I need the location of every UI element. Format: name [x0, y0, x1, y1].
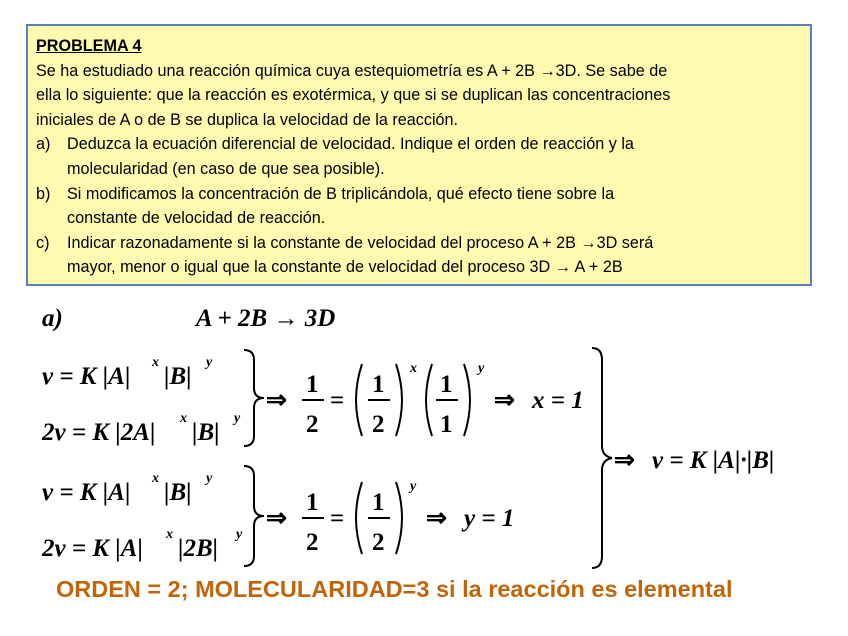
equals-sign: = — [330, 387, 345, 414]
right-paren — [396, 364, 402, 436]
exponent-y: y — [236, 527, 243, 542]
rate-eq-1: v = K |A| — [42, 363, 131, 390]
fraction-denominator: 2 — [306, 411, 319, 438]
fraction-numerator: 1 — [372, 489, 385, 516]
exponent-x: x — [180, 411, 187, 426]
fraction-numerator: 1 — [372, 371, 385, 398]
exponent-x: x — [152, 471, 159, 486]
fraction-denominator: 2 — [372, 529, 385, 556]
left-paren — [356, 482, 362, 554]
fraction-numerator: 1 — [306, 371, 319, 398]
implies-arrow: ⇒ — [614, 447, 635, 474]
question-line: constante de velocidad de reacción. — [67, 209, 326, 228]
question-line: Indicar razonadamente si la constante de velocidad del proceso A + 2B →3D será — [67, 233, 654, 252]
intro-line: ella lo siguiente: que la reacción es exotérmica, y que si se duplican las concentraciones — [36, 86, 671, 105]
exponent-x: x — [166, 527, 173, 542]
question-line: Deduzca la ecuación diferencial de velocidad. Indique el orden de reacción y la — [67, 135, 634, 154]
right-brace — [244, 466, 264, 566]
fraction-denominator: 1 — [440, 411, 453, 438]
right-brace — [244, 350, 264, 446]
problem-title: PROBLEMA 4 — [36, 37, 142, 55]
part-label: a) — [42, 305, 63, 332]
rate-eq-4: 2v = K |A| — [42, 535, 143, 562]
fraction-numerator: 1 — [440, 371, 453, 398]
question-line: mayor, menor o igual que la constante de velocidad del proceso 3D → A + 2B — [67, 258, 623, 277]
factor-b: |B| — [192, 419, 220, 446]
implies-arrow: ⇒ — [494, 387, 515, 414]
left-paren — [426, 364, 432, 436]
intro-line: iniciales de A o de B se duplica la velocidad de la reacción. — [36, 110, 459, 129]
question-line: molecularidad (en caso de que sea posible). — [67, 159, 385, 178]
rate-eq-2: 2v = K |2A| — [42, 419, 156, 446]
implies-arrow: ⇒ — [266, 387, 287, 414]
exponent-y: y — [410, 479, 417, 494]
result-x: x = 1 — [532, 387, 584, 414]
question-label: a) — [36, 135, 51, 154]
exponent-y: y — [206, 471, 213, 486]
question-line: Si modificamos la concentración de B triplicándola, qué efecto tiene sobre la — [67, 184, 615, 203]
right-paren — [396, 482, 402, 554]
fraction-denominator: 2 — [306, 529, 319, 556]
reaction-equation: A + 2B → 3D — [196, 305, 336, 332]
result-y: y = 1 — [464, 505, 515, 532]
factor-b: |B| — [164, 479, 192, 506]
exponent-x: x — [152, 355, 159, 370]
fraction-numerator: 1 — [306, 489, 319, 516]
question-label: b) — [36, 184, 51, 203]
left-paren — [356, 364, 362, 436]
question-label: c) — [36, 233, 50, 252]
conclusion-text: ORDEN = 2; MOLECULARIDAD=3 si la reacción es elemental — [56, 576, 733, 602]
implies-arrow: ⇒ — [266, 505, 287, 532]
factor-b: |B| — [164, 363, 192, 390]
exponent-x: x — [410, 361, 417, 376]
implies-arrow: ⇒ — [426, 505, 447, 532]
factor-2b: |2B| — [178, 535, 219, 562]
final-rate-law: v = K |A|·|B| — [652, 447, 775, 474]
rate-eq-3: v = K |A| — [42, 479, 131, 506]
fraction-denominator: 2 — [372, 411, 385, 438]
exponent-y: y — [478, 361, 485, 376]
big-right-brace — [592, 348, 612, 568]
intro-line: Se ha estudiado una reacción química cuya estequiometría es A + 2B →3D. Se sabe de — [36, 61, 668, 80]
equals-sign: = — [330, 505, 345, 532]
exponent-y: y — [234, 411, 241, 426]
exponent-y: y — [206, 355, 213, 370]
right-paren — [464, 364, 470, 436]
